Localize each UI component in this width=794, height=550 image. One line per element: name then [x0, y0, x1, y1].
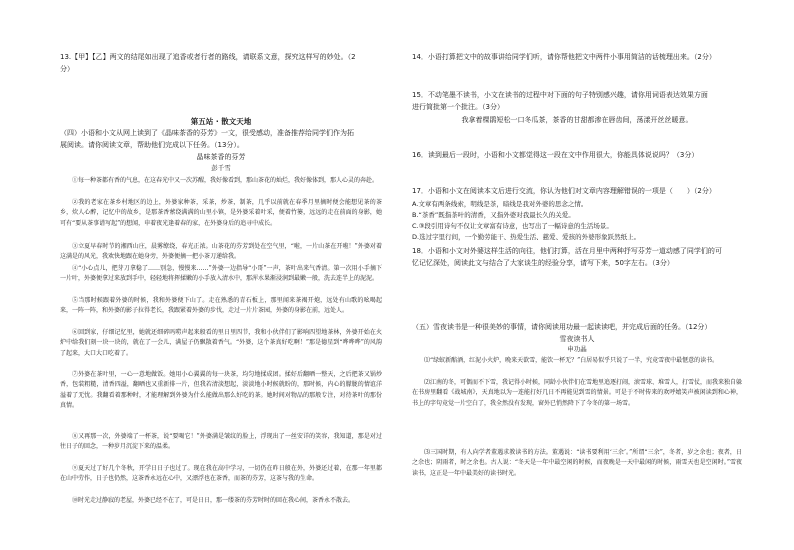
essay-paragraph-6: ⑥回到家，仔细记忆里，她就还细碎吗唠声起来般看的里日里四节，我和小伙伴们了影响四望地茶林，外婆开始在火炉中给我们刻一块一块的，就在了一会儿，满屋子仍飘散着香气。“外婆，这个茶真好吃啊！”那是德星到“哗哗哗”的风韵了起来，大口大口吃着了。 — [60, 329, 382, 357]
question-17-option-d: D.选过字里行间，一个勤劳能干、热爱生活、慈爱、爱孩的外婆形象跃然纸上。 — [412, 233, 641, 241]
question-18-line2: 忆记忆深处，阅读此文与结合了大家谈生的经验分享，请写下来，50字左右。（3分） — [412, 259, 674, 267]
essay2-title: 雪夜读书人 — [559, 335, 595, 343]
question-17-option-c: C.③段引用诗句不仅让文章富有诗意，也写出了一幅诗意的生活场景。 — [412, 222, 613, 230]
question-15-line1: 15．不动笔墨不读书，小文在读书的过程中对下面的句子特别感兴趣，请你用词语表达效果方面 — [412, 91, 708, 99]
essay2-paragraph-3: ⑶三国时期，有人向学者董遇求教读书的方法。董遇说：“读书要利用‘三余’。”所谓“三余”，冬者，岁之余也；夜者，日之余也；阴雨者，时之余也。古人说：“冬天是一年中最空闲的时候，而夜晚是一天中最闲的时候，雨雪天也是空闲时。”雪夜读书，这正是一年中最美好的读书时光。 — [412, 449, 742, 477]
question-18-line1: 18．小语和小文对外婆这样生活的向往，他们打算，活在月里中两种抒写芬芳一道动感了同学们的可 — [412, 247, 722, 255]
essay-paragraph-2: ②我的老家在茶乡村地区的边上，外婆家种茶，采茶，炒茶，制茶，几乎以前就在春季月里摘时便会能想见茶的茶乡，炊人心醉，记忆中的故乡，是那茶香萦绕满满的山里小镇，是外婆采着叶采，便着竹篓，远远的走在前面的身影，她可有“要从茶事谱写起”的想闻，申着夜光逢着春的家，在外婆身后的追寻中成长。 — [60, 199, 382, 227]
essay-paragraph-10: ⑩时光走过静寂的老屋，外婆已经不在了，可是日日，那一缕茶的芬芳时时的回在我心间，茶香永不散去。 — [72, 497, 355, 504]
essay-paragraph-8: ⑧又再那一次，外婆端了一杯茶，说“要喝它！”外婆满是皱纹的脸上，浮现出了一丝安详的笑容，我知道，那是对过往日子的回念，一种岁月沉淀下来的温柔。 — [60, 433, 382, 451]
essay-paragraph-7: ⑦外婆在茶叶里，一心一意地做饭。她用小心翼翼的每一块茶，均匀地揉成团。揉好后翻晒一整天，之后把茶又锅炒香，包装粗糙，清香四溢，翻晒也又重新排一片，但我若清淡想起，淡淡地小时候就盼的，那时候，内心的朦胧的情谊洋溢着了无忧。我翻看着那种时，才能理解到外婆为什么能做出那么好吃的茶。她时间对物品的那般专注，对待茶叶的那份真情。 — [60, 371, 382, 410]
essay-paragraph-9: ⑨夏天过了好几个冬秋，开学日日子也过了。现在我在高中学习，一切仍在昨日般在外，外婆还过着，在那一年里都在山中劳作，日子也仍然，这茶香永远在心中，又漂浮也在茶香，而茶的芬芳，这茶与我的生命。 — [60, 465, 382, 483]
essay2-author: 申功晶 — [567, 345, 587, 353]
question-16: 16．读到最后一段时，小语和小文都觉得这一段在文中作用很大，你能具体说说吗？（3分） — [412, 151, 699, 159]
question-13-line1: 13.【甲】【乙】两文的结尾如出现了追香或者行者的路线，请联系文意，探究这样写的妙处。（2 — [60, 53, 356, 61]
essay2-paragraph-2: ⑵江南的冬，可偶而不下雪，我记得小时候，同龄小伙伴们在雪地里追逐打闹，滚雪球、堆雪人，打雪仗，而我来独自躲在书房里翻看《战城南》，天真地以为一连能打好几日不再能见到雪的情景。可是于不时传来的欢呼嬉笑声被闲读到和心神，书上的字句竟觉一片空白了，我全然没有发现，窗外已悄然降下了今冬的第一场雪。 — [412, 379, 742, 407]
essay2-paragraph-1: ⑴“绿蚁新醅酒，红泥小火炉，晚来天欲雪，能饮一杯无？”白居易似乎只说了一半，究竟雪夜中最惬意的读书。 — [424, 357, 719, 364]
question-17-option-a: A.文章有两条线索，明线是茶，暗线是我对外婆的思念之情。 — [412, 200, 588, 208]
essay-author: 彭千雪 — [211, 164, 231, 172]
section-5-title: 第五站 · 散文天地 — [190, 117, 252, 126]
section-5b-intro: （五）雪夜读书是一种很美妙的事情，请你阅读用功最一起读读吧，并完成后面的任务。（12分） — [412, 323, 712, 331]
section-5-intro-line2: 展阅读。请你阅读文章，帮助他们完成以下任务。（13分）。 — [60, 141, 244, 149]
essay-paragraph-3: ③立夏早春时节的湘西山庄，晨雾缭绕，春光正浓。山茶花的芬芳到处在空气里，“啦，一片山茶在开啦！”外婆对着这满是的风光，我欢快地跟在她身旁，外婆便摘一把小茶刀递给我。 — [60, 243, 382, 261]
question-15-line2: 进行简批第一个批注。（3分） — [412, 103, 504, 111]
question-15-quote: 我拿着棵鹃短松一口冬瓜茶，茶香的甘甜都渗在唇齿间，荡漾开丝丝暖意。 — [461, 116, 693, 124]
essay-title: 晶味茶香的芬芳 — [196, 153, 246, 161]
question-17-option-b: B.“茶香”既指茶叶的清香，又指外婆对我最长久的关爱。 — [412, 211, 575, 219]
essay-paragraph-1: ①每一种茶都有香的气息，在这春光中又一次苏醒，我好像看到，那山茶花的灿烂，我好像体到，那人心灵的奔赴。 — [72, 177, 379, 184]
section-5-intro-line1: （四）小语和小文从网上读到了《晶味茶香的芬芳》一文，很受感动，准备推荐给同学们作为拓 — [60, 129, 354, 137]
left-column — [60, 0, 382, 550]
essay-paragraph-5: ⑤当那时候跟着外婆的时候，我和外婆便下山了。走在熟悉的青石板上，那里闻来茶褐开炮，远处有山歌的吆喝起来，一阵一阵，和外婆的影子拉得老长，我跟紧着外婆的步伐，走过一片片茶园，外婆的身影在前，远处人。 — [60, 297, 382, 315]
question-17-stem: 17．小语和小文在阅读本文后进行交流，你认为他们对文章内容理解错误的一项是（ ）（2分） — [412, 187, 716, 195]
right-column — [412, 0, 742, 550]
essay-paragraph-4: ④“小心点儿，把芽刀拿稳了……别急，慢慢来……”外婆一边指导“小哥”一声，茶叶出来气香清。第一次用小手摘下一片叶，外婆便拿过来放到手中，轻轻地将挥揉嫩的小手放入清水中，那浑水果渐浸润到最嫩一般，洗去连半上的泥泥。 — [60, 265, 382, 283]
question-14: 14．小语打算把文中的故事讲给同学们听，请你帮他把文中两件小事用简洁的话梳理出来。（2分） — [412, 53, 716, 61]
question-13-line2: 分） — [60, 65, 74, 73]
